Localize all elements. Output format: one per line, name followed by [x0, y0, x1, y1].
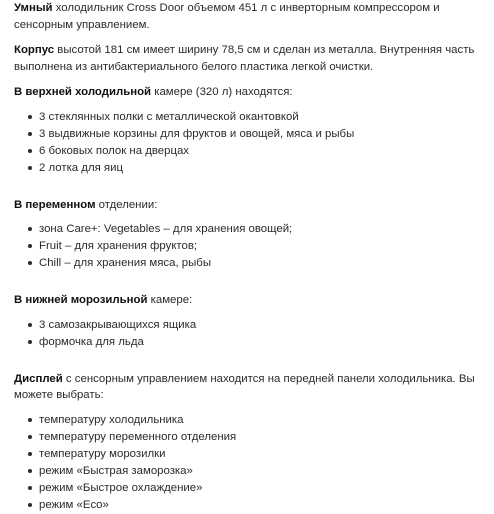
bullet-icon [28, 115, 32, 119]
list-item: Chill – для хранения мяса, рыбы [28, 255, 482, 272]
bullet-icon [28, 469, 32, 473]
variable-heading [14, 197, 482, 214]
upper-heading [14, 84, 482, 101]
bullet-icon [28, 340, 32, 344]
intro-bold: Умный [14, 2, 53, 14]
bullet-icon [28, 503, 32, 507]
list-item: температуру морозилки [28, 446, 482, 463]
list-item: 3 самозакрывающихся ящика [28, 317, 482, 334]
display-bold: Дисплей [14, 372, 63, 385]
list-item: 3 выдвижные корзины для фруктов и овощей, мяса и рыбы [28, 126, 482, 143]
list-item: Fruit – для хранения фруктов; [28, 238, 482, 255]
variable-text: отделении: [95, 198, 158, 211]
list-item: температуру холодильника [28, 412, 482, 429]
intro-paragraph [14, 0, 482, 33]
freezer-heading [14, 292, 482, 309]
variable-list [14, 221, 482, 272]
bullet-icon [28, 323, 32, 327]
list-item: 3 стеклянных полки с металлической окантовкой [28, 109, 482, 126]
list-item: режим «Быстрая заморозка» [28, 463, 482, 480]
bullet-icon [28, 261, 32, 265]
bullet-icon [28, 486, 32, 490]
freezer-bold: В нижней морозильной [14, 294, 148, 306]
display-list [14, 412, 482, 514]
list-item: формочка для льда [28, 334, 482, 351]
list-item: режим «Быстрое охлаждение» [28, 480, 482, 497]
list-item: 6 боковых полок на дверцах [28, 143, 482, 160]
list-item: температуру переменного отделения [28, 429, 482, 446]
body-paragraph [14, 42, 482, 75]
bullet-icon [28, 435, 32, 439]
upper-bold: В верхней холодильной [14, 86, 152, 98]
body-text: высотой 181 см имеет ширину 78,5 см и сделан из металла. Внутренняя часть выполнена из антибактериального белого пластика легкой очистки. [14, 44, 475, 73]
freezer-list [14, 317, 482, 351]
body-bold: Корпус [14, 44, 55, 56]
bullet-icon [28, 132, 32, 136]
display-paragraph [14, 371, 482, 404]
bullet-icon [28, 452, 32, 456]
intro-text: холодильник Cross Door объемом 451 л с инверторным компрессором и сенсорным управлением. [14, 2, 440, 31]
freezer-text: камере: [147, 294, 193, 306]
list-item: 2 лотка для яиц [28, 160, 482, 177]
bullet-icon [28, 149, 32, 153]
bullet-icon [28, 418, 32, 422]
bullet-icon [28, 227, 32, 231]
display-text: с сенсорным управлением находится на передней панели холодильника. Вы можете выбрать: [14, 372, 475, 401]
bullet-icon [28, 166, 32, 170]
upper-list [14, 109, 482, 177]
list-item: режим «Eco» [28, 497, 482, 514]
variable-bold: В переменном [14, 198, 96, 211]
upper-text: камере (320 л) находятся: [151, 86, 293, 98]
list-item: зона Care+: Vegetables – для хранения овощей; [28, 221, 482, 238]
bullet-icon [28, 244, 32, 248]
